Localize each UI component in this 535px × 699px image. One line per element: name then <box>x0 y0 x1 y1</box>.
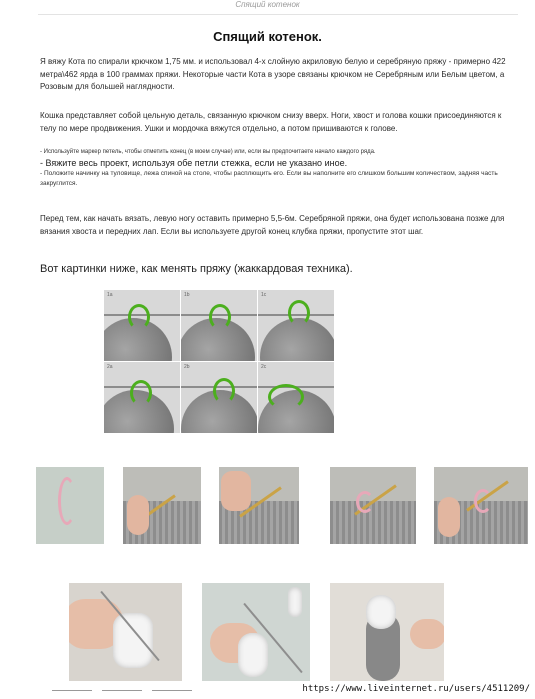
header-divider <box>38 14 518 15</box>
green-yarn <box>130 380 152 406</box>
photo-hook-insert <box>123 467 201 544</box>
green-yarn <box>209 304 231 330</box>
white-piece <box>288 587 302 617</box>
footer-dividers <box>52 690 252 692</box>
source-url: https://www.liveinternet.ru/users/4511209/ <box>302 684 530 694</box>
photo-yarn-over <box>219 467 299 544</box>
yarn-tail-paragraph: Перед тем, как начать вязать, левую ногу оставить примерно 5,5-6м. Серебряной пряжи, она будет использована позже для вязания хвоста и передних лап. Если вы используете другой конец клубка пряжи, пропустите этот шаг. <box>40 214 505 236</box>
photo-label: 1a <box>107 292 113 298</box>
photo-tail-finished <box>330 583 444 681</box>
white-tip <box>366 595 396 629</box>
photo-tail-progress <box>202 583 310 681</box>
photo-step-2c <box>258 362 334 433</box>
finger <box>221 471 251 511</box>
photo-step-2b <box>181 362 257 433</box>
photo-label: 2b <box>184 364 190 370</box>
pink-yarn <box>474 489 492 513</box>
pink-yarn <box>58 477 76 525</box>
page-header: Спящий котенок <box>235 0 300 9</box>
green-yarn <box>288 300 310 326</box>
document-title: Спящий котенок. <box>213 29 322 44</box>
section-heading: Вот картинки ниже, как менять пряжу (жаккардовая техника). <box>40 263 353 275</box>
tip-marker: - Используйте маркер петель, чтобы отметить конец (в моем случае) или, если вы предпочитаете начало каждого ряда. <box>40 149 376 155</box>
tip-both-loops: - Вяжите весь проект, используя обе петли стежка, если не указано иное. <box>40 158 348 168</box>
photo-step-1a <box>104 290 180 361</box>
construction-paragraph: Кошка представляет собой цельную деталь, связанную крючком снизу вверх. Ноги, хвост и голова кошки присоединяются к телу по мере продвижения. Ушки и мордочка вяжутся отдельно, а потом пришиваются к голове. <box>40 111 502 133</box>
photo-pull-through <box>330 467 416 544</box>
hand <box>410 619 444 649</box>
yarn-change-photo-grid <box>104 290 334 432</box>
photo-step-1b <box>181 290 257 361</box>
photo-label: 2c <box>261 364 267 370</box>
photo-step-1c <box>258 290 334 361</box>
photo-step-2a <box>104 362 180 433</box>
photo-pink-yarn <box>36 467 104 544</box>
photo-label: 1b <box>184 292 190 298</box>
green-yarn <box>128 304 150 330</box>
photo-label: 1c <box>261 292 267 298</box>
white-piece <box>238 633 268 677</box>
tips-list <box>40 148 510 189</box>
intro-paragraph: Я вяжу Кота по спирали крючком 1,75 мм. и использовал 4-х слойную акриловую белую и серебряную пряжу - примерно 422 метра\462 ярда в 100 граммах пряжи. Некоторые части Кота в узоре связаны крючком не Серебряным или Белым цветом, а Розовым для большей наглядности. <box>40 57 506 91</box>
tip-stuffing: - Положите начинку на туловище, лежа спиной на столе, чтобы расплющить его. Если вы наполните его слишком большим количеством, задняя часть закруглится. <box>40 170 498 187</box>
white-piece <box>113 613 153 668</box>
photo-label: 2a <box>107 364 113 370</box>
photo-tail-start <box>69 583 182 681</box>
grey-fabric <box>330 501 416 544</box>
finger <box>438 497 460 537</box>
green-yarn <box>268 384 304 410</box>
finger <box>127 495 149 535</box>
photo-finished-stitch <box>434 467 528 544</box>
green-yarn <box>213 378 235 404</box>
pink-yarn <box>356 491 374 513</box>
